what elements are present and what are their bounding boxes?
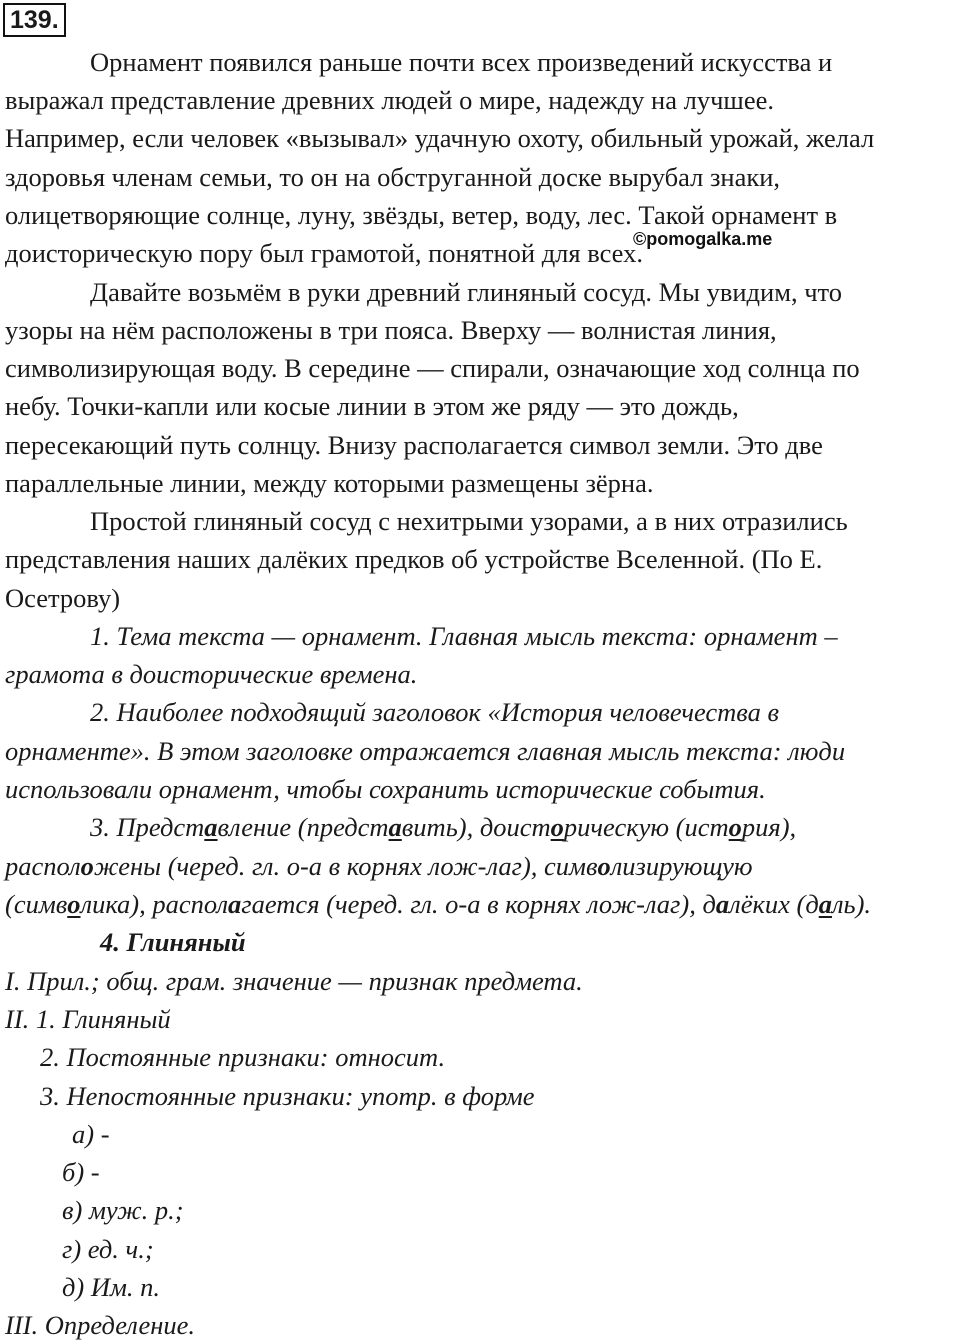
- answer-text: 3. Предст: [90, 812, 205, 842]
- answer-3-line-3: [5, 888, 871, 920]
- answer-text: (симв: [5, 889, 68, 919]
- highlighted-vowel: о: [728, 812, 742, 842]
- answer-text: вление (предст: [217, 812, 389, 842]
- parse-line: 2. Постоянные признаки: относит.: [40, 1042, 446, 1072]
- text-line: выражал представление древних людей о мире, надежду на лучшее.: [5, 85, 774, 115]
- parse-line: б) -: [62, 1157, 100, 1187]
- text-line: представления наших далёких предков об устройстве Вселенной. (По Е.: [5, 544, 823, 574]
- answer-2-line: использовали орнамент, чтобы сохранить исторические события.: [5, 774, 766, 804]
- text-line: доисторическую пору был грамотой, понятной для всех.: [5, 238, 643, 268]
- highlighted-vowel: а: [388, 812, 402, 842]
- answer-2-line: 2. Наиболее подходящий заголовок «История человечества в: [90, 697, 779, 727]
- highlighted-vowel: о: [67, 889, 81, 919]
- answer-text: вить), доист: [401, 812, 551, 842]
- parse-line: 3. Непостоянные признаки: употр. в форме: [40, 1081, 535, 1111]
- text-line: небу. Точки-капли или косые линии в этом же ряду — это дождь,: [5, 391, 739, 421]
- watermark: ©pomogalka.me: [633, 229, 773, 249]
- parse-line: а) -: [72, 1119, 110, 1149]
- parse-line: в) муж. р.;: [62, 1195, 184, 1225]
- text-line: Простой глиняный сосуд с нехитрыми узорами, а в них отразились: [90, 506, 848, 536]
- parse-line: III. Определение.: [5, 1310, 196, 1340]
- text-line: параллельные линии, между которыми размещены зёрна.: [5, 468, 654, 498]
- answer-text: лика), распол: [80, 889, 229, 919]
- highlighted-vowel: а: [818, 889, 832, 919]
- exercise-number: 139.: [3, 3, 66, 37]
- highlighted-vowel: о: [550, 812, 564, 842]
- parse-line: д) Им. п.: [62, 1272, 161, 1302]
- highlighted-vowel: а: [204, 812, 218, 842]
- answer-text: рическую (ист: [563, 812, 729, 842]
- text-line: узоры на нём расположены в три пояса. Вверху — волнистая линия,: [5, 315, 777, 345]
- parse-line: I. Прил.; общ. грам. значение — признак предмета.: [5, 966, 583, 996]
- answer-1-line: грамота в доисторические времена.: [5, 659, 418, 689]
- answer-2-line: орнаменте». В этом заголовке отражается главная мысль текста: люди: [5, 736, 846, 766]
- answer-3-line-1: [90, 811, 796, 843]
- answer-text: ль).: [831, 889, 872, 919]
- highlighted-vowel: а: [715, 889, 730, 919]
- answer-text: гается (черед. гл. о-а в корнях лож-лаг), д: [241, 889, 716, 919]
- answer-text: жены (черед. гл. о-а в корнях лож-лаг), симв: [93, 851, 598, 881]
- answer-4-title: 4. Глиняный: [100, 927, 246, 957]
- answer-3-line-2: [5, 850, 753, 882]
- text-line: Давайте возьмём в руки древний глиняный сосуд. Мы увидим, что: [90, 277, 843, 307]
- answer-1-line: 1. Тема текста — орнамент. Главная мысль текста: орнамент –: [90, 621, 838, 651]
- parse-line: II. 1. Глиняный: [5, 1004, 171, 1034]
- text-line: пересекающий путь солнцу. Внизу располагается символ земли. Это две: [5, 430, 823, 460]
- highlighted-vowel: а: [228, 889, 242, 919]
- answer-text: рия),: [741, 812, 797, 842]
- answer-text: распол: [5, 851, 81, 881]
- answer-text: лизирующую: [610, 851, 753, 881]
- text-line: символизирующая воду. В середине — спирали, означающие ход солнца по: [5, 353, 860, 383]
- highlighted-vowel: о: [80, 851, 94, 881]
- text-line: Орнамент появился раньше почти всех произведений искусства и: [90, 47, 833, 77]
- text-line: здоровья членам семьи, то он на обструганной доске вырубал знаки,: [5, 162, 781, 192]
- highlighted-vowel: о: [597, 851, 611, 881]
- text-line: Например, если человек «вызывал» удачную охоту, обильный урожай, желал: [5, 123, 875, 153]
- parse-line: г) ед. ч.;: [62, 1234, 154, 1264]
- text-line: олицетворяющие солнце, луну, звёзды, ветер, воду, лес. Такой орнамент в: [5, 200, 838, 230]
- answer-text: лёких (д: [729, 889, 819, 919]
- text-line: Осетрову): [5, 583, 121, 613]
